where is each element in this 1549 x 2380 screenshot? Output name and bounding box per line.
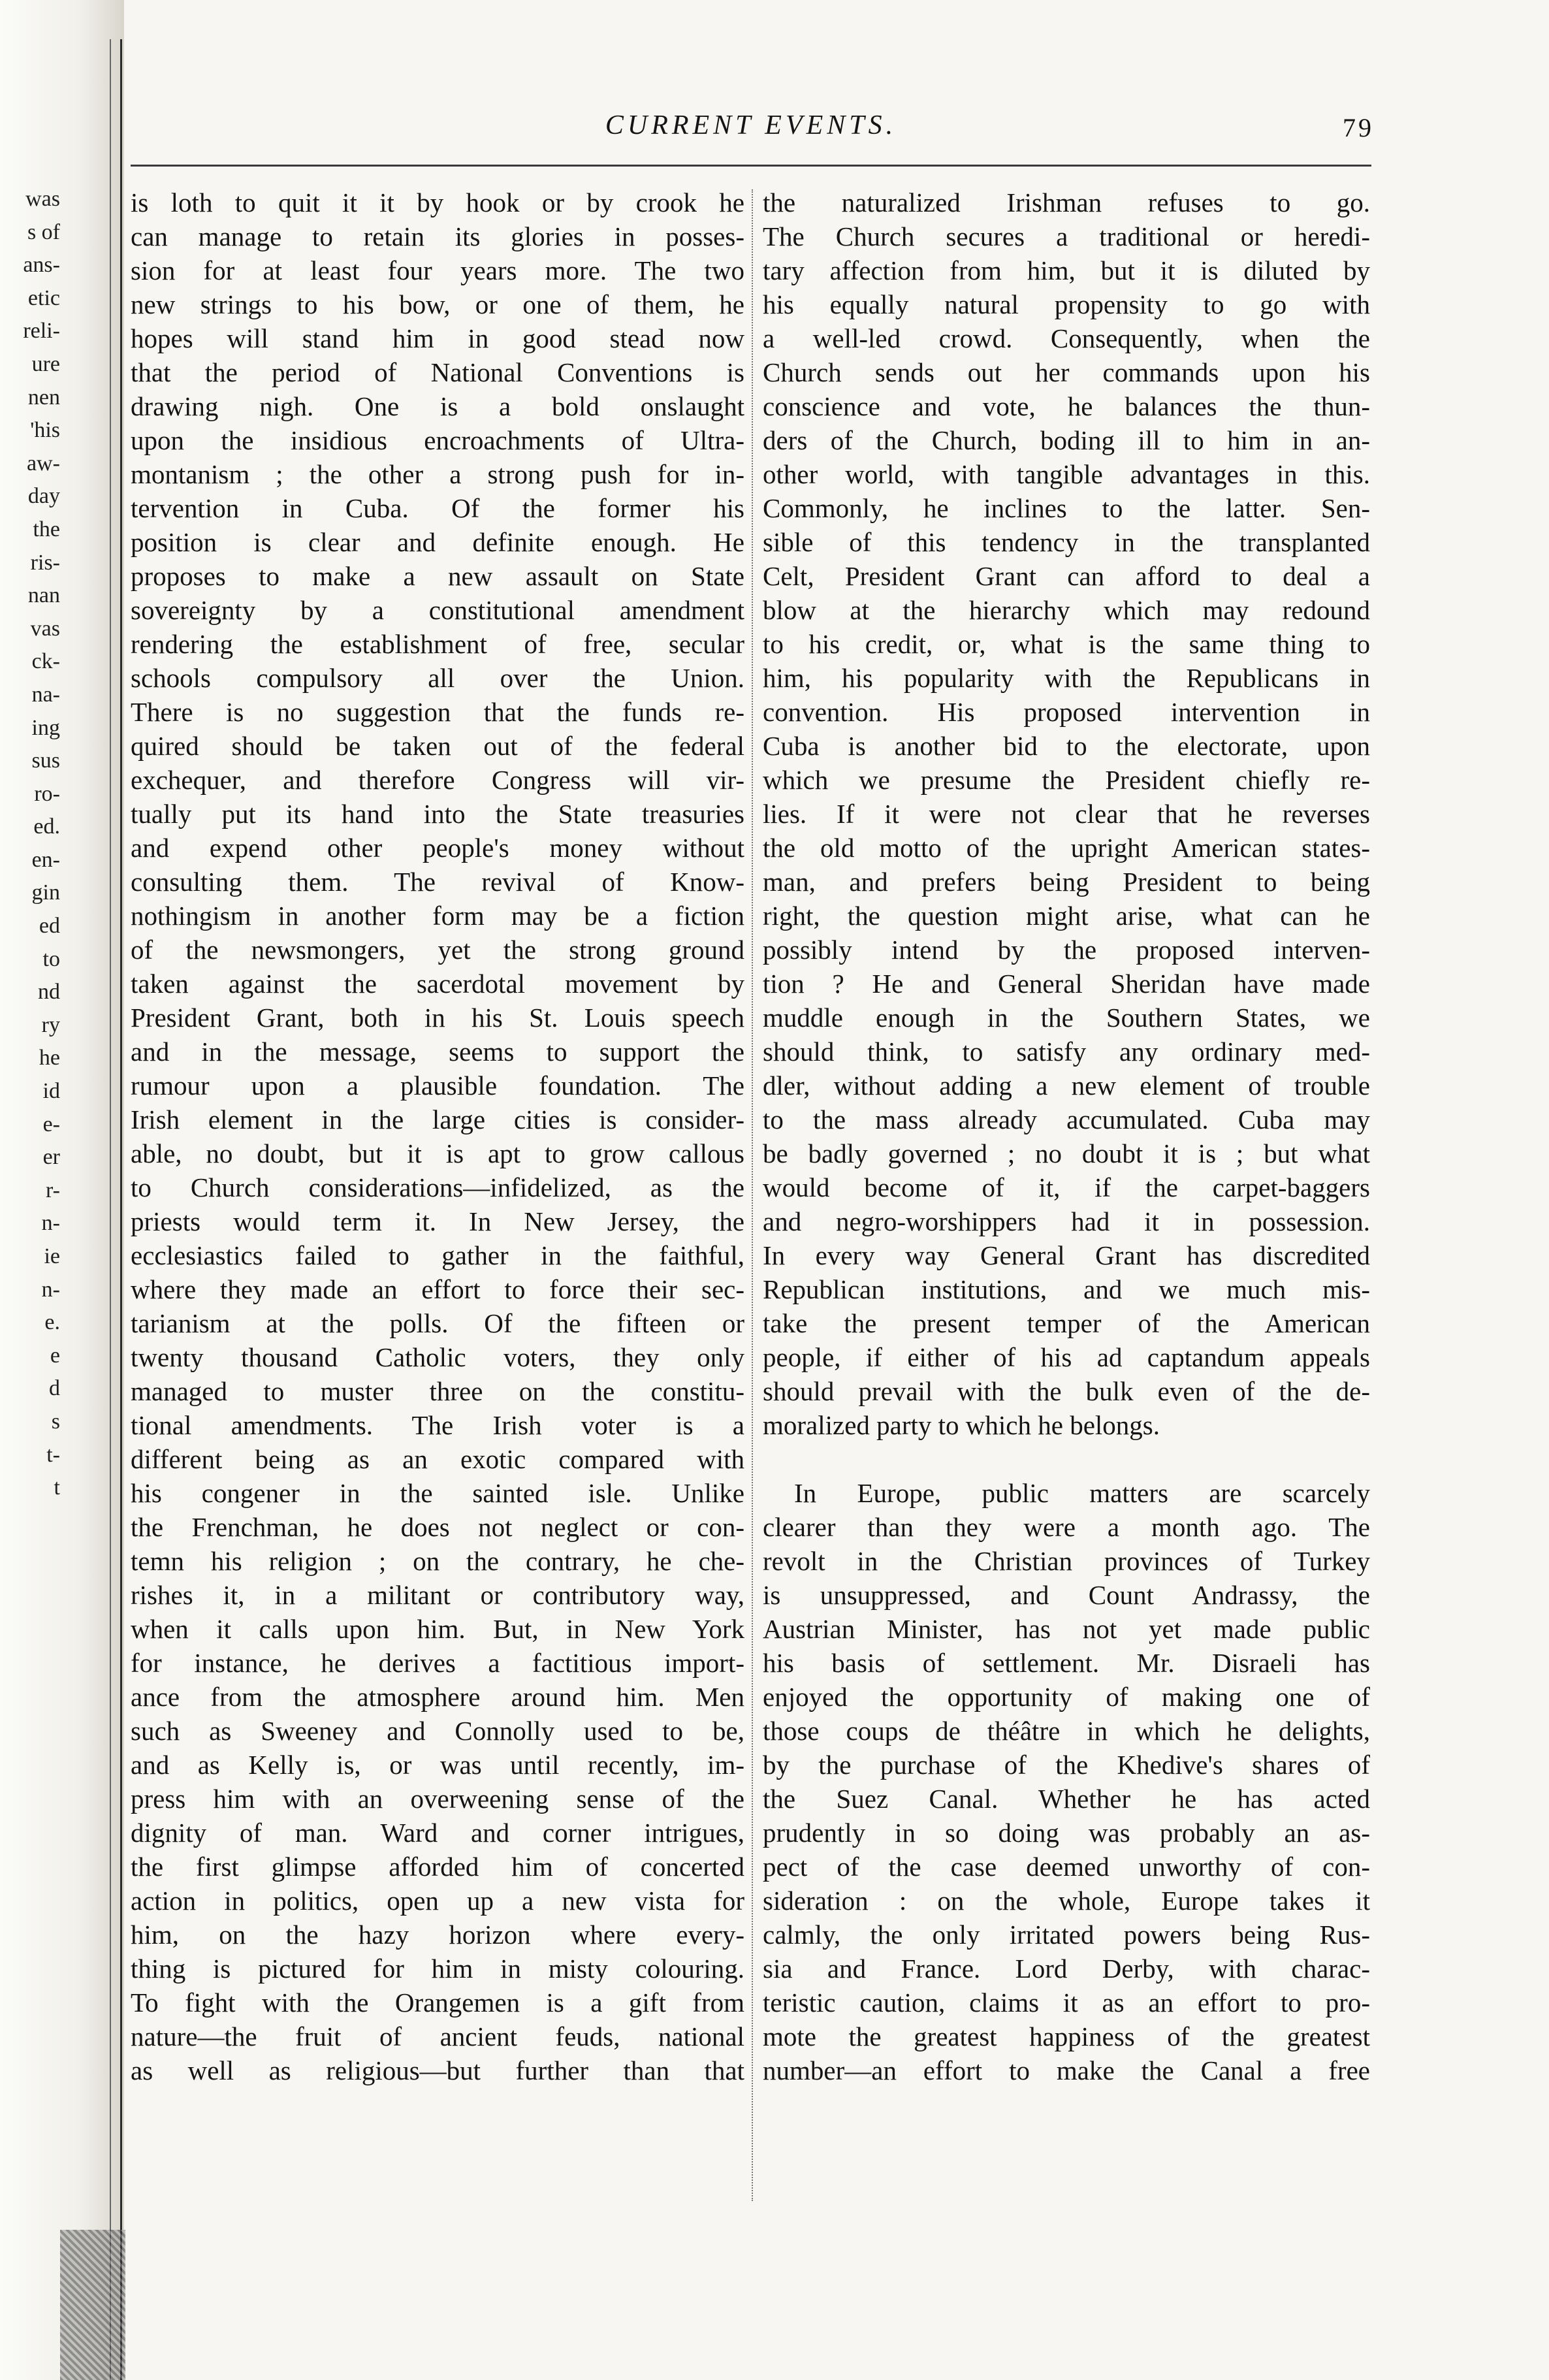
- text-line: and in the message, seems to support the: [131, 1037, 744, 1067]
- text-line: by the purchase of the Khedive's shares of: [763, 1750, 1370, 1780]
- text-line: ance from the atmosphere around him. Men: [131, 1682, 744, 1712]
- text-line: prudently in so doing was probably an as-: [763, 1818, 1370, 1848]
- spine-shadow: [60, 2230, 125, 2380]
- spine-line: [120, 39, 122, 2380]
- header-rule: [131, 165, 1371, 167]
- text-line: tervention in Cuba. Of the former his: [131, 493, 744, 523]
- text-line: such as Sweeney and Connolly used to be,: [131, 1716, 744, 1746]
- text-line: moralized party to which he belongs.: [763, 1410, 1160, 1440]
- edge-fragment: d: [49, 1376, 60, 1401]
- text-line: him, his popularity with the Republicans in: [763, 663, 1370, 693]
- text-line: which we presume the President chiefly re-: [763, 765, 1370, 795]
- edge-fragment: er: [42, 1145, 60, 1170]
- text-line: In every way General Grant has discredited: [763, 1240, 1370, 1270]
- text-line: mote the greatest happiness of the greatest: [763, 2021, 1370, 2051]
- text-line: man, and prefers being President to being: [763, 867, 1370, 897]
- text-line: Irish element in the large cities is consider-: [131, 1104, 744, 1134]
- text-line: consulting them. The revival of Know-: [131, 867, 744, 897]
- text-line: and negro-worshippers had it in possession.: [763, 1206, 1370, 1236]
- text-line: dler, without adding a new element of trouble: [763, 1070, 1370, 1101]
- text-line: different being as an exotic compared with: [131, 1444, 744, 1474]
- edge-fragment: day: [27, 484, 60, 509]
- text-line: should prevail with the bulk even of the de-: [763, 1376, 1370, 1406]
- text-line: To fight with the Orangemen is a gift from: [131, 1987, 744, 2018]
- text-line: enjoyed the opportunity of making one of: [763, 1682, 1370, 1712]
- text-line: ecclesiastics failed to gather in the faithful,: [131, 1240, 744, 1270]
- text-line: a well-led crowd. Consequently, when the: [763, 323, 1370, 353]
- text-line: pect of the case deemed unworthy of con-: [763, 1852, 1370, 1882]
- edge-fragment: nd: [38, 980, 60, 1005]
- text-line: the old motto of the upright American states-: [763, 833, 1370, 863]
- text-line: drawing nigh. One is a bold onslaught: [131, 391, 744, 421]
- text-line: thing is pictured for him in misty colouring.: [131, 1954, 744, 1984]
- edge-fragment: gin: [31, 880, 60, 905]
- text-line: clearer than they were a month ago. The: [763, 1512, 1370, 1542]
- edge-fragment: n-: [41, 1277, 60, 1302]
- edge-fragment: aw-: [27, 451, 60, 475]
- spine-line-inner: [110, 39, 111, 2380]
- text-line: convention. His proposed intervention in: [763, 697, 1370, 727]
- text-line: to Church considerations—infidelized, as the: [131, 1172, 744, 1202]
- text-line: as well as religious—but further than that: [131, 2055, 744, 2085]
- text-line: be badly governed ; no doubt it is ; but what: [763, 1138, 1370, 1168]
- edge-fragment: he: [39, 1046, 60, 1070]
- text-line: President Grant, both in his St. Louis speech: [131, 1003, 744, 1033]
- text-line: sible of this tendency in the transplanted: [763, 527, 1370, 557]
- edge-fragment: s: [51, 1409, 60, 1434]
- edge-fragment: t-: [46, 1442, 60, 1467]
- text-line: revolt in the Christian provinces of Turkey: [763, 1546, 1370, 1576]
- right-column: [763, 185, 1370, 2087]
- edge-fragment: nan: [27, 583, 60, 608]
- text-line: the Frenchman, he does not neglect or con-: [131, 1512, 744, 1542]
- text-line: calmly, the only irritated powers being Rus-: [763, 1920, 1370, 1950]
- text-line: rendering the establishment of free, secular: [131, 629, 744, 659]
- text-line: tional amendments. The Irish voter is a: [131, 1410, 744, 1440]
- text-line: Commonly, he inclines to the latter. Sen-: [763, 493, 1370, 523]
- left-column: [131, 185, 744, 2087]
- text-line: taken against the sacerdotal movement by: [131, 969, 744, 999]
- text-line: possibly intend by the proposed interven-: [763, 935, 1370, 965]
- edge-fragment: ris-: [30, 550, 60, 575]
- text-line: proposes to make a new assault on State: [131, 561, 744, 591]
- text-line: Republican institutions, and we much mis-: [763, 1274, 1370, 1304]
- edge-fragment: t: [54, 1475, 60, 1500]
- text-line: the first glimpse afforded him of concerted: [131, 1852, 744, 1882]
- text-line: tion ? He and General Sheridan have made: [763, 969, 1370, 999]
- text-line: lies. If it were not clear that he reverses: [763, 799, 1370, 829]
- text-line: twenty thousand Catholic voters, they only: [131, 1342, 744, 1372]
- edge-fragment: n-: [41, 1211, 60, 1236]
- text-line: him, on the hazy horizon where every-: [131, 1920, 744, 1950]
- text-line: The Church secures a traditional or heredi-: [763, 221, 1370, 251]
- edge-fragment: e.: [44, 1310, 60, 1335]
- text-line: tually put its hand into the State treasuries: [131, 799, 744, 829]
- column-divider: [752, 189, 753, 2201]
- text-line: Church sends out her commands upon his: [763, 357, 1370, 387]
- text-line: and as Kelly is, or was until recently, im-: [131, 1750, 744, 1780]
- text-line: to the mass already accumulated. Cuba may: [763, 1104, 1370, 1134]
- edge-fragment: ans-: [23, 253, 60, 278]
- text-line: press him with an overweening sense of the: [131, 1784, 744, 1814]
- edge-fragment: the: [33, 517, 60, 541]
- text-line: of the newsmongers, yet the strong ground: [131, 935, 744, 965]
- edge-fragment: ry: [41, 1012, 60, 1037]
- text-line: to his credit, or, what is the same thing to: [763, 629, 1370, 659]
- text-line: tary affection from him, but it is diluted by: [763, 255, 1370, 285]
- text-line: Celt, President Grant can afford to deal a: [763, 561, 1370, 591]
- text-line: ders of the Church, boding ill to him in an-: [763, 425, 1370, 455]
- paragraph-gap: [763, 1442, 1370, 1476]
- text-line: muddle enough in the Southern States, we: [763, 1003, 1370, 1033]
- text-line: that the period of National Conventions is: [131, 357, 744, 387]
- edge-fragment: e-: [42, 1112, 60, 1136]
- text-line: hopes will stand him in good stead now: [131, 323, 744, 353]
- text-line: is unsuppressed, and Count Andrassy, the: [763, 1580, 1370, 1610]
- text-line: take the present temper of the American: [763, 1308, 1370, 1338]
- edge-fragment: sus: [31, 748, 60, 773]
- edge-fragment: reli-: [23, 319, 60, 344]
- text-line: action in politics, open up a new vista for: [131, 1886, 744, 1916]
- text-line: quired should be taken out of the federal: [131, 731, 744, 761]
- text-line: right, the question might arise, what can he: [763, 901, 1370, 931]
- text-line: blow at the hierarchy which may redound: [763, 595, 1370, 625]
- text-line: montanism ; the other a strong push for in-: [131, 459, 744, 489]
- text-line: able, no doubt, but it is apt to grow callous: [131, 1138, 744, 1168]
- text-line: position is clear and definite enough. He: [131, 527, 744, 557]
- edge-fragment: was: [25, 187, 60, 211]
- text-line: people, if either of his ad captandum appeals: [763, 1342, 1370, 1372]
- text-line: where they made an effort to force their sec-: [131, 1274, 744, 1304]
- text-line: should think, to satisfy any ordinary med-: [763, 1037, 1370, 1067]
- text-line: temn his religion ; on the contrary, he che-: [131, 1546, 744, 1576]
- edge-fragment: ck-: [31, 649, 60, 674]
- text-line: managed to muster three on the constitu-: [131, 1376, 744, 1406]
- text-line: In Europe, public matters are scarcely: [794, 1478, 1370, 1508]
- edge-fragment: vas: [30, 616, 60, 641]
- text-line: teristic caution, claims it as an effort to pro-: [763, 1987, 1370, 2018]
- text-line: tarianism at the polls. Of the fifteen or: [131, 1308, 744, 1338]
- text-line: upon the insidious encroachments of Ultra-: [131, 425, 744, 455]
- text-line: new strings to his bow, or one of them, he: [131, 289, 744, 319]
- text-line: conscience and vote, he balances the thun-: [763, 391, 1370, 421]
- text-line: sia and France. Lord Derby, with charac-: [763, 1954, 1370, 1984]
- text-line: for instance, he derives a factitious import-: [131, 1648, 744, 1678]
- edge-fragment: to: [42, 946, 60, 971]
- edge-fragment: id: [42, 1079, 60, 1104]
- text-line: is loth to quit it it by hook or by crook he: [131, 187, 744, 217]
- text-line: would become of it, if the carpet-baggers: [763, 1172, 1370, 1202]
- text-line: nature—the fruit of ancient feuds, national: [131, 2021, 744, 2051]
- running-title: CURRENT EVENTS.: [605, 110, 897, 140]
- edge-fragment: s of: [27, 219, 60, 244]
- text-line: his congener in the sainted isle. Unlike: [131, 1478, 744, 1508]
- edge-fragment: r-: [46, 1178, 60, 1202]
- text-line: nothingism in another form may be a fiction: [131, 901, 744, 931]
- edge-fragment: nen: [27, 385, 60, 410]
- edge-fragment: etic: [27, 285, 60, 310]
- edge-fragment: ro-: [34, 781, 60, 806]
- text-line: can manage to retain its glories in posses-: [131, 221, 744, 251]
- binding-spine: [60, 39, 125, 2380]
- text-line: Cuba is another bid to the electorate, upon: [763, 731, 1370, 761]
- text-line: sion for at least four years more. The two: [131, 255, 744, 285]
- edge-fragment: ie: [44, 1244, 60, 1268]
- text-line: those coups de théâtre in which he delights,: [763, 1716, 1370, 1746]
- text-line: exchequer, and therefore Congress will vir-: [131, 765, 744, 795]
- text-line: his basis of settlement. Mr. Disraeli has: [763, 1648, 1370, 1678]
- edge-fragment: ure: [31, 351, 60, 376]
- text-line: Austrian Minister, has not yet made public: [763, 1614, 1370, 1644]
- text-line: number—an effort to make the Canal a free: [763, 2055, 1370, 2085]
- text-line: when it calls upon him. But, in New York: [131, 1614, 744, 1644]
- text-line: sideration : on the whole, Europe takes it: [763, 1886, 1370, 1916]
- text-line: dignity of man. Ward and corner intrigues,: [131, 1818, 744, 1848]
- facing-page-fragments: [4, 183, 60, 1505]
- text-line: and expend other people's money without: [131, 833, 744, 863]
- text-line: schools compulsory all over the Union.: [131, 663, 744, 693]
- text-line: rumour upon a plausible foundation. The: [131, 1070, 744, 1101]
- text-line: his equally natural propensity to go with: [763, 289, 1370, 319]
- text-line: the Suez Canal. Whether he has acted: [763, 1784, 1370, 1814]
- page-number: 79: [1343, 113, 1374, 142]
- text-line: priests would term it. In New Jersey, the: [131, 1206, 744, 1236]
- text-line: the naturalized Irishman refuses to go.: [763, 187, 1370, 217]
- text-line: There is no suggestion that the funds re-: [131, 697, 744, 727]
- edge-fragment: e: [50, 1343, 60, 1368]
- edge-fragment: ed.: [33, 814, 60, 839]
- text-line: sovereignty by a constitutional amendment: [131, 595, 744, 625]
- text-line: rishes it, in a militant or contributory way,: [131, 1580, 744, 1610]
- text-line: other world, with tangible advantages in this.: [763, 459, 1370, 489]
- edge-fragment: 'his: [30, 418, 60, 443]
- edge-fragment: ing: [31, 715, 60, 740]
- edge-fragment: ed: [39, 914, 60, 939]
- edge-fragment: en-: [31, 847, 60, 872]
- edge-fragment: na-: [31, 682, 60, 707]
- running-header: [131, 110, 1384, 155]
